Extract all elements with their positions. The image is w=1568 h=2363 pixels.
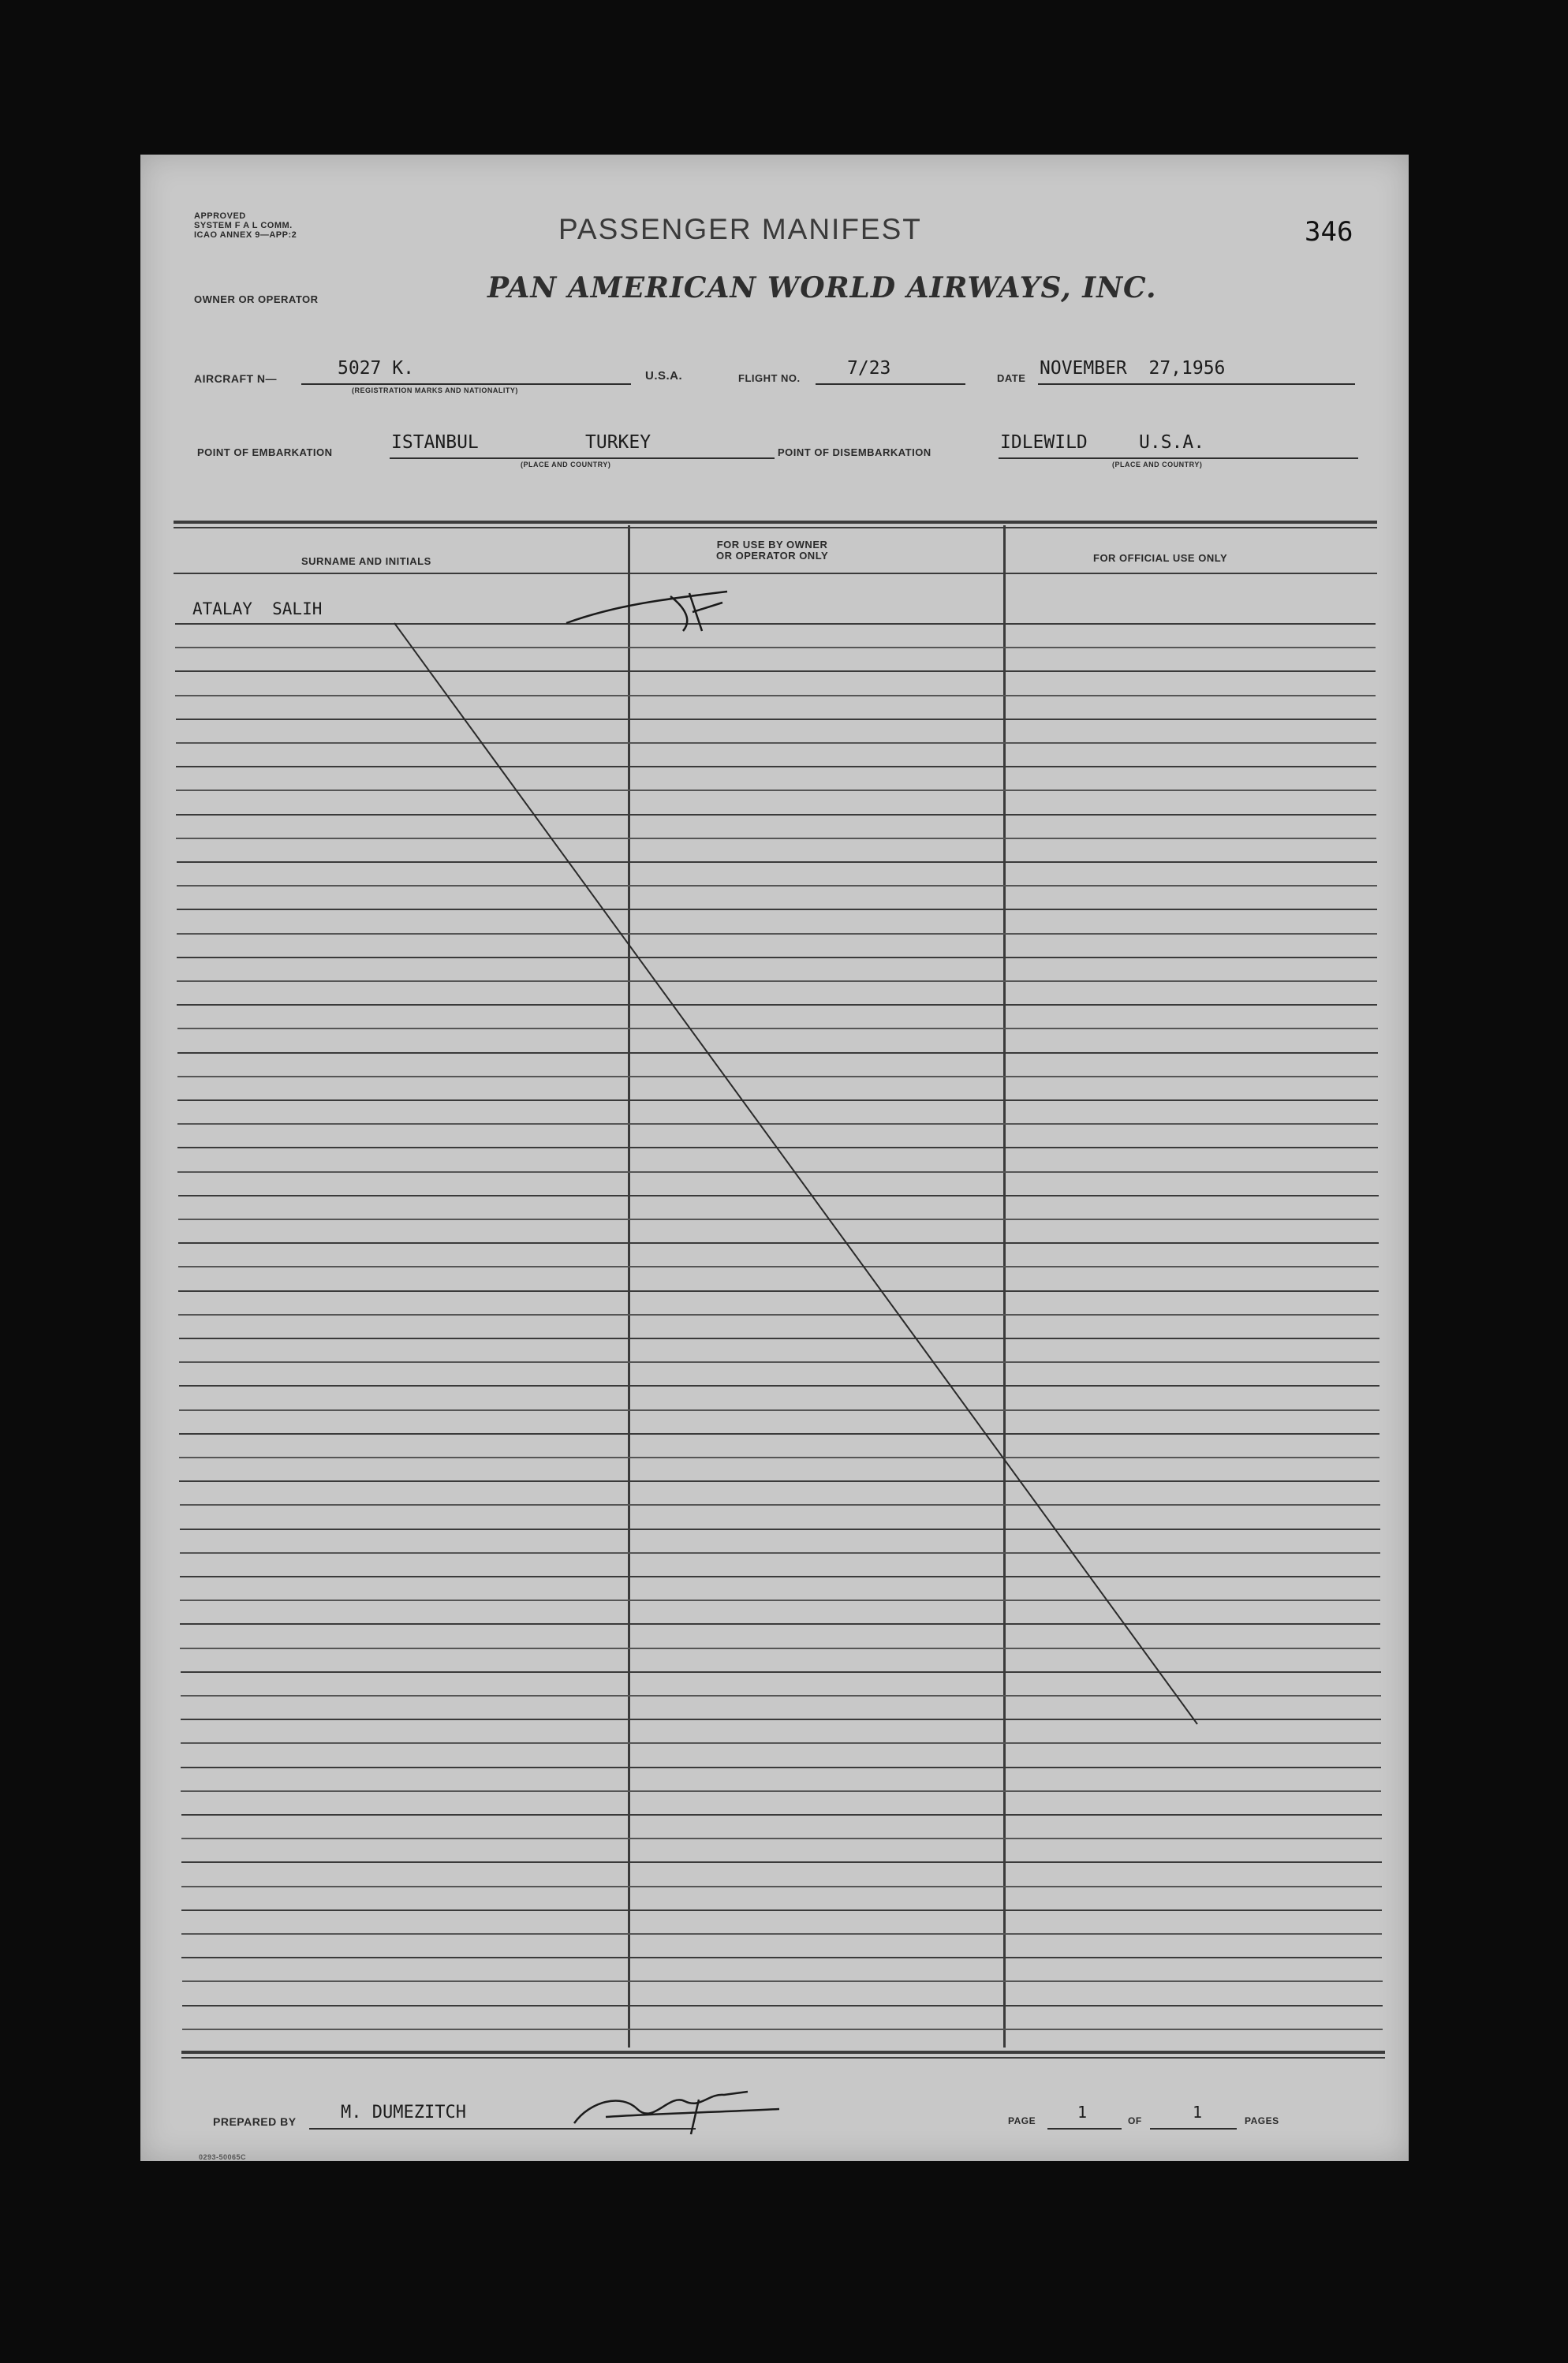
of-label: OF <box>1128 2115 1142 2126</box>
prepared-label: PREPARED BY <box>213 2115 297 2128</box>
of-value: 1 <box>1193 2103 1203 2122</box>
approval-line-3: ICAO ANNEX 9—APP:2 <box>194 230 297 240</box>
embark-country: TURKEY <box>585 432 651 453</box>
aircraft-value: 5027 K. <box>338 358 414 379</box>
table-bottom-rule <box>181 2051 1385 2054</box>
disembark-country: U.S.A. <box>1139 432 1205 453</box>
disembark-caption: (PLACE AND COUNTRY) <box>1112 461 1203 468</box>
disembark-place: IDLEWILD <box>1000 432 1088 453</box>
disembark-label: POINT OF DISEMBARKATION <box>778 446 931 458</box>
approval-line-1: APPROVED <box>194 211 246 221</box>
date-value: NOVEMBER 27,1956 <box>1040 358 1226 379</box>
passenger-surname: ATALAY SALIH <box>192 599 323 618</box>
page-line <box>1047 2103 1122 2130</box>
owner-value: PAN AMERICAN WORLD AIRWAYS, INC. <box>487 271 1157 304</box>
embark-label: POINT OF EMBARKATION <box>197 446 333 458</box>
form-title: PASSENGER MANIFEST <box>558 213 922 245</box>
owner-label: OWNER OR OPERATOR <box>194 293 319 305</box>
form-number: 0293-50065C <box>199 2153 247 2161</box>
page-label: PAGE <box>1008 2115 1036 2126</box>
flight-value: 7/23 <box>847 358 891 379</box>
col-header-owner-use-line1: FOR USE BY OWNER <box>716 539 828 551</box>
page-stamp-number: 346 <box>1305 216 1353 248</box>
signature <box>558 2077 795 2141</box>
date-label: DATE <box>997 372 1026 384</box>
embark-place: ISTANBUL <box>391 432 479 453</box>
page-value: 1 <box>1077 2103 1088 2122</box>
handwritten-initials <box>566 592 727 631</box>
col-header-owner-use-line2: OR OPERATOR ONLY <box>716 550 829 562</box>
strike-through-mark <box>140 155 1409 2161</box>
approval-line-2: SYSTEM F A L COMM. <box>194 221 293 230</box>
col-header-surname: SURNAME AND INITIALS <box>301 555 431 567</box>
aircraft-caption: (REGISTRATION MARKS AND NATIONALITY) <box>352 386 518 394</box>
country-suffix: U.S.A. <box>645 369 683 383</box>
flight-label: FLIGHT NO. <box>738 372 801 384</box>
pages-label: PAGES <box>1245 2115 1279 2126</box>
embark-caption: (PLACE AND COUNTRY) <box>521 461 611 468</box>
of-line <box>1150 2103 1237 2130</box>
col-header-official: FOR OFFICIAL USE ONLY <box>1093 552 1228 564</box>
aircraft-label: AIRCRAFT N— <box>194 372 278 385</box>
diagonal-cancel-line <box>394 623 1197 1724</box>
manifest-sheet <box>140 155 1409 2161</box>
table-bottom-rule-2 <box>181 2057 1385 2059</box>
prepared-value: M. DUMEZITCH <box>341 2103 466 2122</box>
